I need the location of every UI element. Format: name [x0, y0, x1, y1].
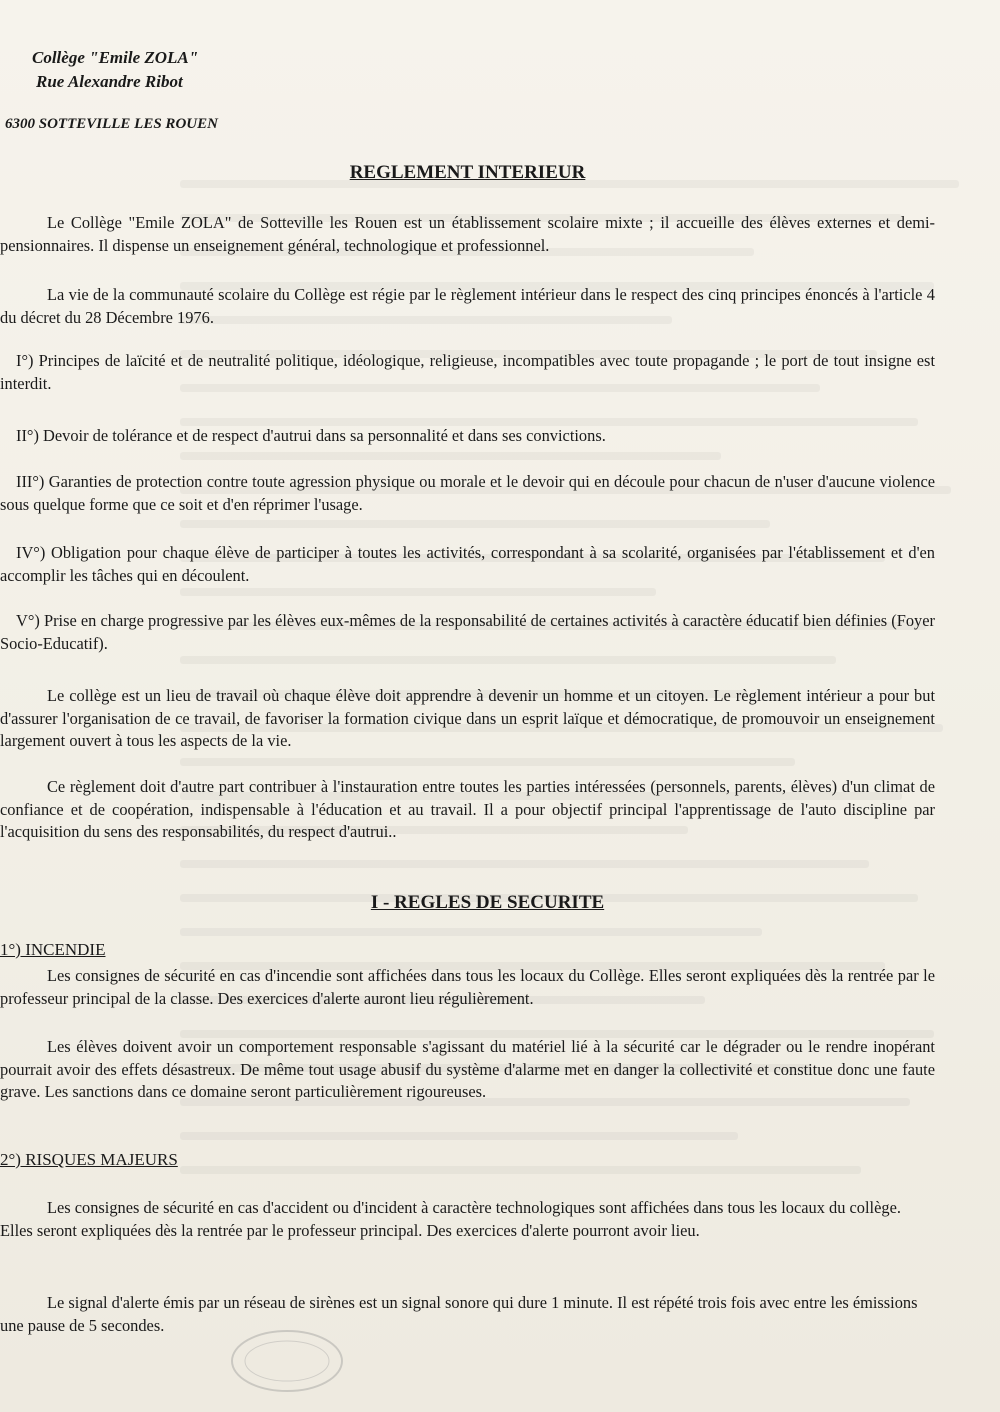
principle-2: II°) Devoir de tolérance et de respect d'autrui dans sa personnalité et dans ses convictions. [16, 426, 606, 445]
school-name: Collège "Emile ZOLA" [32, 48, 199, 67]
intro-paragraph-1: Le Collège "Emile ZOLA" de Sotteville les Rouen est un établissement scolaire mixte ; il accueille des élèves externes et demi-pensionnaires. Il dispense un enseignement général, technologique et professionnel. [0, 213, 935, 255]
principle-1: I°) Principes de laïcité et de neutralité politique, idéologique, religieuse, incompatibles avec toute propagande ; le port de tout insigne est interdit. [0, 351, 935, 393]
purpose-paragraph-1: Le collège est un lieu de travail où chaque élève doit apprendre à devenir un homme et un citoyen. Le règlement intérieur a pour but d'assurer l'organisation de ce travail, de favoriser la formation civique dans un esprit laïque et démocratique, de promouvoir un enseignement largement ouvert à tous les aspects de la vie. [0, 686, 935, 750]
document-title: REGLEMENT INTERIEUR [349, 162, 586, 183]
section-title-securite: I - REGLES DE SECURITE [370, 892, 605, 913]
faded-stamp-icon [228, 1326, 346, 1396]
school-street: Rue Alexandre Ribot [36, 72, 183, 91]
letterhead [30, 46, 198, 94]
subheading-incendie: 1°) INCENDIE [0, 940, 106, 959]
risques-paragraph-1: Les consignes de sécurité en cas d'accident ou d'incident à caractère technologiques sont affichées dans tous les locaux du collège. Elles seront expliquées dès la rentrée par le professeur principal. Des exercices d'alerte pourront avoir lieu. [0, 1198, 901, 1240]
principle-4: IV°) Obligation pour chaque élève de participer à toutes les activités, correspondant à sa scolarité, organisées par l'établissement et d'en accomplir les tâches qui en découlent. [0, 543, 935, 585]
principle-3: III°) Garanties de protection contre toute agression physique ou morale et le devoir qui en découle pour chacun de n'user d'aucune violence sous quelque forme que ce soit et d'en réprimer l'usage. [0, 472, 935, 514]
intro-paragraph-2: La vie de la communauté scolaire du Collège est régie par le règlement intérieur dans le respect des cinq principes énoncés à l'article 4 du décret du 28 Décembre 1976. [0, 285, 935, 327]
incendie-paragraph-2: Les élèves doivent avoir un comportement responsable s'agissant du matériel lié à la sécurité car le dégrader ou le rendre inopérant pourrait avoir des effets désastreux. De même tout usage abusif du système d'alarme met en danger la collectivité et constitue donc une faute grave. Les sanctions dans ce domaine seront particulièrement rigoureuses. [0, 1037, 935, 1101]
risques-paragraph-2: Le signal d'alerte émis par un réseau de sirènes est un signal sonore qui dure 1 minute. Il est répété trois fois avec entre les émissions une pause de 5 secondes. [0, 1293, 918, 1335]
purpose-paragraph-2: Ce règlement doit d'autre part contribuer à l'instauration entre toutes les parties intéressées (personnels, parents, élèves) d'un climat de confiance et de coopération, indispensable à l'éducation et au travail. Il a pour objectif principal l'apprentissage de l'auto discipline par l'acquisition du sens des responsabilités, du respect d'autrui.. [0, 777, 935, 841]
school-city: 6300 SOTTEVILLE LES ROUEN [5, 116, 218, 132]
principle-5: V°) Prise en charge progressive par les élèves eux-mêmes de la responsabilité de certaines activités à caractère éducatif bien définies (Foyer Socio-Educatif). [0, 611, 935, 653]
incendie-paragraph-1: Les consignes de sécurité en cas d'incendie sont affichées dans tous les locaux du Collège. Elles seront expliquées dès la rentrée par le professeur principal de la classe. Des exercices d'alerte auront lieu régulièrement. [0, 966, 935, 1008]
subheading-risques-majeurs: 2°) RISQUES MAJEURS [0, 1150, 178, 1169]
